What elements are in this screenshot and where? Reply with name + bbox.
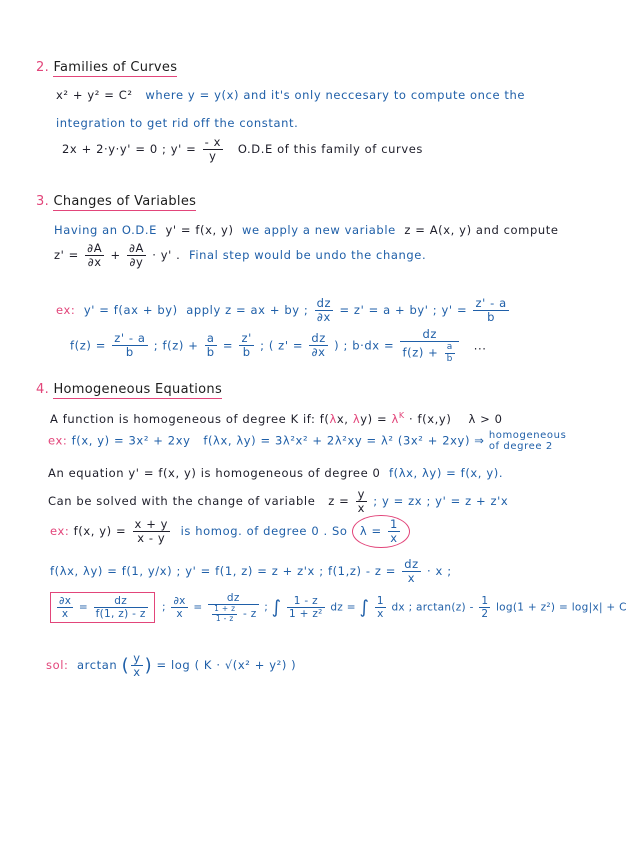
denominator xyxy=(400,342,459,364)
numerator: 1 xyxy=(481,595,489,608)
fraction xyxy=(171,595,187,620)
text: = xyxy=(346,601,356,614)
denominator: b xyxy=(446,353,453,364)
section-2-heading xyxy=(36,60,177,75)
section-3-example-line-2 xyxy=(70,328,487,364)
denominator: x xyxy=(133,665,141,680)
numerator: 1 + z xyxy=(214,604,236,614)
text: arctan xyxy=(77,658,118,673)
denominator: x xyxy=(407,571,416,586)
description: where y = y(x) and it's only neccesary to compute once the xyxy=(145,88,526,102)
numerator: y xyxy=(357,487,365,501)
text: + xyxy=(110,248,121,263)
section-4-heading xyxy=(36,382,222,397)
solution-label: sol: xyxy=(46,658,69,673)
text: ; xyxy=(161,601,166,614)
equation: y' = f(x, y) xyxy=(165,223,234,237)
lambda: λ xyxy=(391,411,399,426)
section-3-example-line-1 xyxy=(56,297,511,324)
denominator xyxy=(208,605,258,623)
denominator: 1 - z xyxy=(215,613,234,623)
fraction xyxy=(479,595,490,620)
label: O.D.E of this family of curves xyxy=(237,142,424,157)
paren: ) xyxy=(144,655,153,677)
text: ; y = zx ; y' = z + z'x xyxy=(373,494,509,509)
section-3-heading xyxy=(36,194,196,209)
text: f(λx, λy) = 3λ²x² + 2λ²xy = λ² (3x² + 2xy) ⇒ xyxy=(203,433,485,448)
fraction xyxy=(203,136,223,163)
section-title: Homogeneous Equations xyxy=(53,382,223,397)
circled-lambda xyxy=(352,515,410,548)
text: A function is homogeneous of degree K if: f( xyxy=(50,411,330,426)
text: = xyxy=(222,338,234,353)
section-title: Families of Curves xyxy=(53,60,178,75)
numerator: z' - a xyxy=(475,296,507,310)
numerator: 1 xyxy=(389,517,398,531)
section-title: Changes of Variables xyxy=(53,194,197,209)
example-label: ex: xyxy=(56,303,76,318)
text: z = xyxy=(328,494,350,509)
text: x, xyxy=(336,411,349,426)
numerator: ∂A xyxy=(128,241,144,255)
text: f(x, y) = xyxy=(73,524,127,539)
numerator: ∂x xyxy=(59,595,72,608)
numerator: z' xyxy=(241,331,252,346)
denominator: x xyxy=(61,608,69,621)
fraction xyxy=(309,332,328,359)
fraction xyxy=(239,332,253,359)
denominator: x xyxy=(357,501,365,516)
text: = log ( K · √(x² + y²) ) xyxy=(156,658,297,673)
fraction xyxy=(205,332,217,359)
text: = xyxy=(193,601,203,614)
text: z' = xyxy=(54,248,79,263)
denominator: ∂x xyxy=(311,345,326,360)
section-3-line-1 xyxy=(54,223,559,237)
fraction xyxy=(208,592,258,623)
equation: 2x + 2·y·y' = 0 ; y' = xyxy=(62,142,197,157)
denominator: x xyxy=(377,608,384,621)
fraction xyxy=(94,595,148,620)
fraction xyxy=(402,558,421,585)
note xyxy=(489,430,567,452)
fraction xyxy=(315,297,334,324)
text: λ > 0 xyxy=(468,411,503,426)
denominator: ∂y xyxy=(129,255,144,270)
denominator: x xyxy=(176,608,183,621)
text: Can be solved with the change of variable xyxy=(48,494,316,509)
text: dx ; arctan(z) - xyxy=(391,601,474,614)
fraction xyxy=(375,595,386,620)
denominator: ∂x xyxy=(316,310,331,325)
text: y) = xyxy=(360,411,388,426)
numerator: dz xyxy=(404,557,419,571)
fraction xyxy=(133,518,171,545)
example-label: ex: xyxy=(48,433,68,448)
text: we apply a new variable xyxy=(242,223,396,237)
fraction xyxy=(85,242,104,269)
equation: z = A(x, y) and compute xyxy=(404,223,559,237)
section-2-line-2: integration to get rid off the constant. xyxy=(56,116,299,130)
text: dz xyxy=(330,601,344,614)
numerator: dz xyxy=(316,296,332,310)
section-2-line-3 xyxy=(62,136,423,163)
ellipsis: ... xyxy=(473,338,487,353)
numerator: dz xyxy=(208,592,258,605)
text: = xyxy=(78,601,88,614)
denominator: f(1, z) - z xyxy=(95,608,146,621)
boxed-equation xyxy=(50,592,155,623)
section-4-example-2 xyxy=(50,515,410,548)
text: Final step would be undo the change. xyxy=(188,248,427,263)
text: f(z) = xyxy=(70,338,106,353)
section-4-example-1 xyxy=(48,430,566,452)
numerator: ∂x xyxy=(173,595,186,608)
fraction xyxy=(127,242,146,269)
equation: x² + y² = C² xyxy=(56,88,133,102)
fraction xyxy=(388,518,400,545)
fraction xyxy=(112,332,147,359)
denominator: b xyxy=(487,310,496,325)
numerator: ∂A xyxy=(87,241,103,255)
lambda: λ xyxy=(352,411,361,426)
section-2-line-1 xyxy=(56,88,525,102)
numerator: dz xyxy=(94,595,148,608)
text: y' = f(ax + by) xyxy=(83,303,178,318)
integral-sign: ∫ xyxy=(271,597,282,619)
denominator: x - y xyxy=(137,531,166,546)
fraction xyxy=(400,328,459,364)
numerator: 1 - z xyxy=(287,595,325,608)
note-line: of degree 2 xyxy=(488,441,553,452)
numerator: dz xyxy=(400,328,459,342)
denominator: ∂x xyxy=(87,255,102,270)
text: ; xyxy=(264,601,269,614)
section-4-equation-definition xyxy=(48,466,503,480)
text: f(λx, λy) = f(1, y/x) ; y' = f(1, z) = z + z'x ; f(1,z) - z = xyxy=(50,564,396,579)
text: λ = xyxy=(359,524,382,539)
note-line: homogeneous xyxy=(488,430,567,441)
text: ) ; b·dx = xyxy=(334,338,395,353)
denominator: x xyxy=(390,531,398,546)
fraction xyxy=(212,605,237,623)
denominator: 2 xyxy=(481,608,489,621)
fraction xyxy=(445,342,455,364)
section-4-substitution xyxy=(50,558,452,585)
example-label: ex: xyxy=(50,524,70,539)
section-4-solution xyxy=(46,652,296,679)
integral-sign: ∫ xyxy=(359,597,370,619)
denominator: 1 + z² xyxy=(289,608,323,621)
section-3-line-2 xyxy=(54,242,426,269)
numerator: a xyxy=(205,332,217,346)
text: · y' . xyxy=(152,248,181,263)
exponent: K xyxy=(398,411,405,420)
numerator: y xyxy=(133,651,141,665)
text: = z' = a + by' ; y' = xyxy=(339,303,468,318)
fraction xyxy=(57,595,73,620)
text: f(x, y) = 3x² + 2xy xyxy=(71,433,191,448)
numerator: z' - a xyxy=(114,331,146,346)
text: f(z) + xyxy=(402,345,439,360)
fraction xyxy=(287,595,325,620)
denominator: b xyxy=(242,345,251,360)
text: log(1 + z²) = log|x| + C xyxy=(495,601,627,614)
lambda: λ xyxy=(329,411,337,426)
text: An equation y' = f(x, y) is homogeneous of degree 0 xyxy=(48,466,381,480)
section-4-integration xyxy=(50,592,627,623)
denominator: b xyxy=(125,345,134,360)
text: f(λx, λy) = f(x, y). xyxy=(388,466,504,480)
text: ; ( z' = xyxy=(260,338,304,353)
numerator: - x xyxy=(204,135,222,149)
text: - z xyxy=(243,608,257,621)
text: · f(x,y) xyxy=(409,411,452,426)
numerator: a xyxy=(445,342,455,353)
fraction xyxy=(473,297,508,324)
section-number: 4. xyxy=(36,382,50,397)
fraction xyxy=(356,488,367,515)
text: Having an O.D.E xyxy=(54,223,157,237)
section-number: 2. xyxy=(36,60,50,75)
text: · x ; xyxy=(427,564,452,579)
numerator: x + y xyxy=(134,517,169,531)
fraction xyxy=(131,652,142,679)
denominator: y xyxy=(209,149,217,164)
section-4-change-variable xyxy=(48,488,508,515)
text: is homog. of degree 0 . So xyxy=(180,524,348,539)
paren: ( xyxy=(121,655,130,677)
denominator: b xyxy=(206,345,215,360)
numerator: 1 xyxy=(376,595,384,608)
numerator: dz xyxy=(311,331,326,346)
text: apply z = ax + by ; xyxy=(186,303,309,318)
text: ; f(z) + xyxy=(153,338,199,353)
section-number: 3. xyxy=(36,194,50,209)
section-4-definition xyxy=(50,411,503,426)
